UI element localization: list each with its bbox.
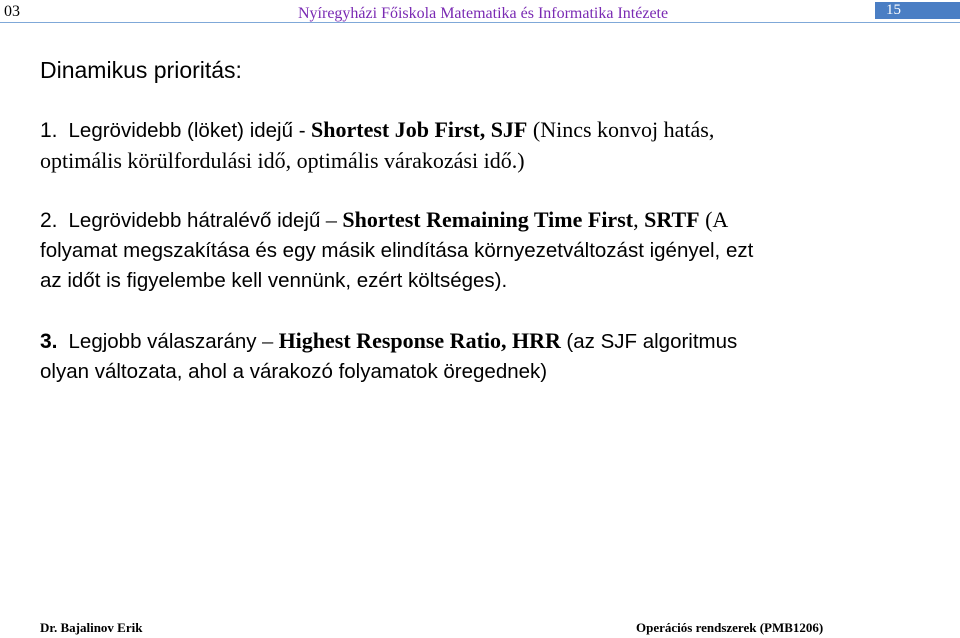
comma-separator: ,: [633, 207, 639, 232]
list-item-line: [40, 205, 920, 236]
algorithm-name: Highest Response Ratio, HRR: [278, 328, 561, 353]
list-item-lead: Legjobb válaszarány: [68, 330, 257, 353]
list-item-text: (A: [705, 207, 729, 232]
list-item-number: 1.: [40, 119, 58, 142]
list-item-number: 2.: [40, 209, 58, 232]
page-number-badge: 15: [875, 2, 960, 19]
footer-author: Dr. Bajalinov Erik: [40, 620, 143, 635]
slide-heading: Dinamikus prioritás:: [40, 57, 242, 83]
chapter-number: 03: [4, 3, 20, 20]
list-item-hrr: [40, 326, 920, 387]
list-item-text: (Nincs konvoj hatás,: [532, 117, 715, 142]
list-item-lead: Legrövidebb hátralévő idejű: [68, 209, 321, 232]
footer-course: Operációs rendszerek (PMB1206): [636, 620, 824, 635]
algorithm-name: Shortest Job First, SJF: [311, 117, 528, 142]
list-item-line: olyan változata, ahol a várakozó folyamatok öregednek): [40, 360, 548, 383]
algorithm-abbreviation: SRTF: [644, 207, 700, 232]
list-item-lead: Legrövidebb (löket) idejű -: [68, 119, 306, 142]
header-divider: [0, 22, 960, 23]
list-item-line: [40, 115, 920, 146]
dash-separator: –: [262, 328, 274, 353]
list-item-line: az időt is figyelembe kell vennünk, ezért költséges).: [40, 269, 508, 292]
list-item-text: (az SJF algoritmus: [566, 330, 738, 353]
list-item-line: [40, 326, 920, 357]
list-item-line: optimális körülfordulási idő, optimális várakozási idő.): [40, 148, 525, 173]
list-item-sjf: [40, 115, 920, 176]
institute-title: Nyíregyházi Főiskola Matematika és Informatika Intézete: [298, 5, 669, 22]
list-item-number: 3.: [40, 330, 58, 353]
algorithm-name: Shortest Remaining Time First: [342, 207, 634, 232]
list-item-srtf: [40, 205, 920, 296]
dash-separator: –: [325, 207, 337, 232]
list-item-line: folyamat megszakítása és egy másik elindítása környezetváltozást igényel, ezt: [40, 239, 754, 262]
